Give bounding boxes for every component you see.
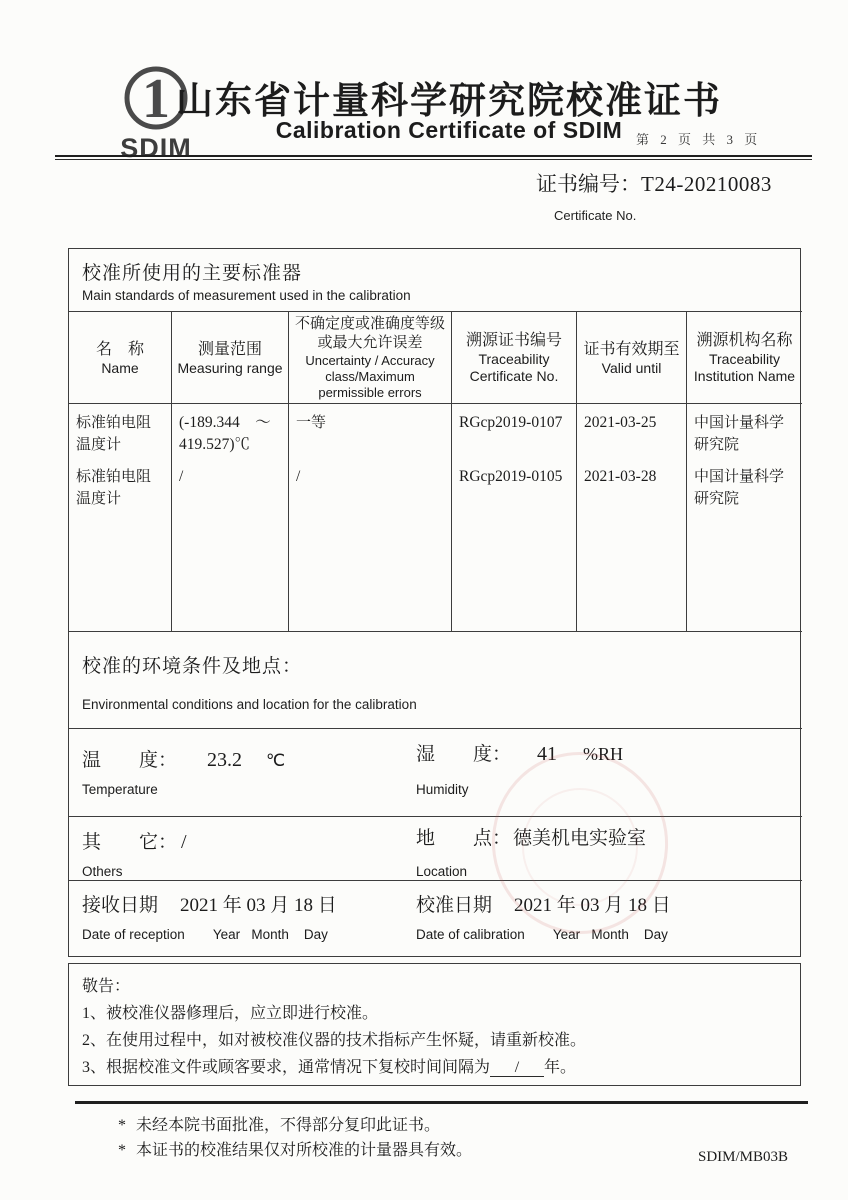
- table-filler-cell: [172, 512, 289, 631]
- column-header-traceability-no-en: Traceability Certificate No.: [469, 351, 559, 384]
- logo-mark-one: 1: [142, 68, 170, 130]
- notice-item-3-suffix: 年。: [544, 1059, 577, 1076]
- footer-note-1-text: 未经本院书面批准，不得部分复印此证书。: [136, 1117, 441, 1134]
- temperature-field: [82, 745, 285, 797]
- standards-title-cn: 校准所使用的主要标准器: [82, 263, 303, 284]
- document-form-code: SDIM/MB03B: [698, 1149, 789, 1165]
- red-stamp-inner: [522, 788, 638, 906]
- footer-divider: [75, 1101, 808, 1104]
- table-cell-certno-1: RGcp2019-0107: [452, 404, 577, 458]
- column-header-name-en: Name: [101, 359, 139, 376]
- table-cell-accuracy-1: 一等: [289, 404, 452, 458]
- others-label-en: Others: [82, 864, 123, 879]
- column-header-valid-until-en: Valid until: [601, 359, 662, 376]
- temperature-label-cn: 温 度：: [82, 750, 178, 771]
- column-header-uncertainty: [289, 312, 452, 404]
- column-header-uncertainty-cn: 不确定度或准确度等级或最大允许误差: [294, 315, 445, 351]
- calibration-date-label-en: Date of calibration: [416, 927, 525, 942]
- column-header-name-cn: 名 称: [95, 340, 144, 358]
- table-cell-accuracy-2: /: [289, 458, 452, 512]
- calibration-date-label-cn: 校准日期: [416, 895, 493, 916]
- column-header-valid-until-cn: 证书有效期至: [583, 340, 680, 358]
- column-header-institution-cn: 溯源机构名称: [696, 332, 793, 349]
- notice-item-3-prefix: 3、根据校准文件或顾客要求，通常情况下复校时间间隔为: [82, 1059, 491, 1076]
- notice-title: 敬告：: [82, 978, 131, 995]
- table-cell-institution-1: 中国计量科学研究院: [694, 415, 785, 453]
- logo-text: SDIM: [120, 133, 192, 163]
- table-filler-cell: [577, 512, 687, 631]
- table-cell-valid-1: 2021-03-25: [577, 404, 687, 458]
- column-header-range: [172, 312, 289, 404]
- reception-date-label-en: Date of reception: [82, 927, 185, 942]
- column-header-uncertainty-en: Uncertainty / Accuracy class/Maximum permissible errors: [305, 352, 435, 400]
- column-header-range-en: Measuring range: [177, 359, 283, 376]
- table-filler-cell: [452, 512, 577, 631]
- certificate-number: [536, 168, 772, 198]
- others-value: /: [181, 831, 187, 853]
- footer-note-2-text: 本证书的校准结果仅对所校准的计量器具有效。: [136, 1142, 473, 1159]
- table-cell-institution-2: 中国计量科学研究院: [694, 469, 785, 507]
- table-cell-certno-2: RGcp2019-0105: [452, 458, 577, 512]
- certificate-number-value: T24-20210083: [641, 172, 772, 196]
- table-cell-name-1: 标准铂电阻温度计: [69, 404, 172, 458]
- page-title: 山东省计量科学研究院校准证书: [176, 81, 722, 122]
- reception-date-field: [82, 890, 337, 942]
- table-cell-range-2: /: [172, 458, 289, 512]
- column-header-institution-en: Traceability Institution Name: [693, 351, 796, 384]
- column-header-name: [69, 312, 172, 404]
- page-subtitle: Calibration Certificate of SDIM: [275, 117, 623, 143]
- header-divider: [55, 155, 812, 160]
- column-header-institution: [687, 312, 802, 404]
- table-filler-cell: [289, 512, 452, 631]
- temperature-unit: ℃: [266, 751, 286, 770]
- table-cell-range-1: (-189.344 ～419.527)℃: [172, 404, 289, 458]
- asterisk-icon: *: [118, 1142, 126, 1159]
- notice-box: [68, 963, 801, 1086]
- environment-title-en: Environmental conditions and location for the calibration: [82, 697, 417, 712]
- others-label-cn: 其 它：: [82, 832, 178, 853]
- footer-note-1: [118, 1112, 440, 1135]
- asterisk-icon: *: [118, 1117, 126, 1134]
- others-field: [82, 827, 187, 879]
- column-header-traceability-no: [452, 312, 577, 404]
- table-filler-cell: [687, 512, 802, 631]
- calibration-date-value: 2021 年 03 月 18 日: [514, 895, 671, 916]
- humidity-unit: %RH: [583, 744, 624, 764]
- notice-item-1: 1、被校准仪器修理后，应立即进行校准。: [82, 1005, 379, 1022]
- divider: [69, 816, 802, 817]
- reception-date-units-en: Year Month Day: [212, 927, 328, 942]
- column-header-range-cn: 测量范围: [197, 340, 262, 358]
- table-cell-name-2: 标准铂电阻温度计: [69, 458, 172, 512]
- notice-item-3: [82, 1054, 576, 1077]
- temperature-value: 23.2: [207, 749, 243, 771]
- divider: [69, 880, 802, 881]
- temperature-label-en: Temperature: [82, 782, 158, 797]
- main-section-box: [68, 248, 801, 957]
- humidity-label-cn: 湿 度：: [416, 744, 512, 765]
- column-header-valid-until: [577, 312, 687, 404]
- standards-table: [69, 311, 802, 632]
- location-value: 德美机电实验室: [513, 828, 647, 849]
- divider: [69, 728, 802, 729]
- page-number: 第 2 页 共 3 页: [636, 132, 762, 147]
- footer-note-2: [118, 1137, 472, 1160]
- reception-date-label-cn: 接收日期: [82, 895, 159, 916]
- column-header-traceability-no-cn: 溯源证书编号: [465, 332, 562, 349]
- location-label-en: Location: [416, 864, 468, 879]
- table-filler-cell: [69, 512, 172, 631]
- reception-date-value: 2021 年 03 月 18 日: [180, 895, 337, 916]
- location-label-cn: 地 点：: [416, 828, 512, 849]
- notice-item-3-blank: /: [490, 1059, 544, 1077]
- notice-item-2: 2、在使用过程中，如对被校准仪器的技术指标产生怀疑，请重新校准。: [82, 1032, 587, 1049]
- humidity-value: 41: [537, 743, 558, 765]
- humidity-label-en: Humidity: [416, 782, 469, 797]
- calibration-date-units-en: Year Month Day: [552, 927, 668, 942]
- table-cell-valid-2: 2021-03-28: [577, 458, 687, 512]
- standards-title-en: Main standards of measurement used in the calibration: [82, 288, 411, 303]
- certificate-number-label: 证书编号：: [536, 172, 641, 196]
- environment-title-cn: 校准的环境条件及地点：: [82, 656, 303, 677]
- certificate-number-caption: Certificate No.: [554, 208, 637, 223]
